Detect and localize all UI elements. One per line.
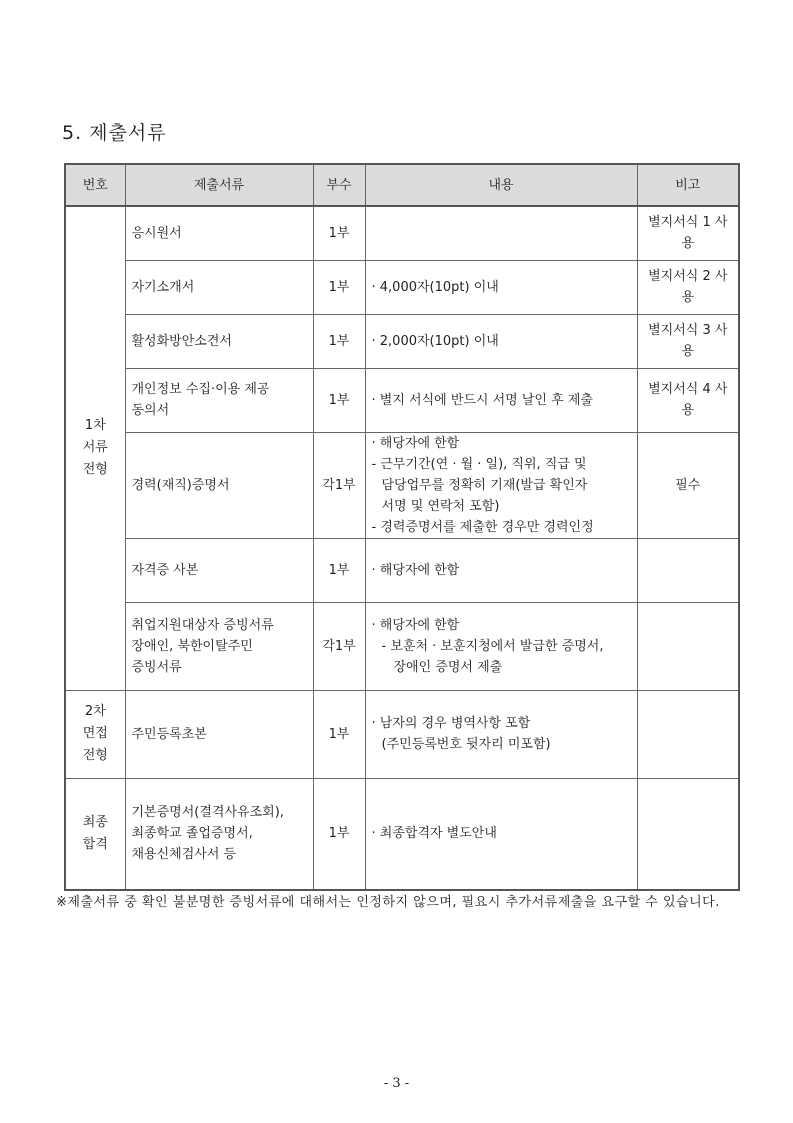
header-document: 제출서류 (125, 164, 313, 206)
stage3-label (65, 778, 125, 890)
stage-label-line: 서류 (82, 440, 108, 456)
table-row (65, 602, 739, 690)
document-name (125, 602, 313, 690)
copies-value: 1부 (313, 778, 365, 890)
stage2-label (65, 690, 125, 778)
content-line: 서명 및 연락처 포함) (381, 498, 500, 514)
document-name: 자격증 사본 (125, 538, 313, 602)
document-name: 주민등록초본 (125, 690, 313, 778)
header-row (65, 164, 739, 206)
table-row (65, 690, 739, 778)
copies-value: 1부 (313, 538, 365, 602)
content-line: · 해당자에 한함 (371, 435, 460, 451)
stage-label-line: 2차 (84, 704, 106, 719)
remark-value: 별지서식 3 사용 (637, 314, 739, 368)
header-remark: 비고 (637, 164, 739, 206)
table-row (65, 206, 739, 260)
remark-value (637, 538, 739, 602)
stage1-label (65, 206, 125, 690)
content-cell: · 해당자에 한함 (365, 538, 637, 602)
document-name-line: 동의서 (131, 403, 170, 418)
content-cell: · 별지 서식에 반드시 서명 날인 후 제출 (365, 368, 637, 432)
copies-value: 1부 (313, 314, 365, 368)
content-line: - 근무기간(연 · 월 · 일), 직위, 직급 및 (371, 456, 587, 472)
content-cell: · 4,000자(10pt) 이내 (365, 260, 637, 314)
footnote: ※제출서류 중 확인 불분명한 증빙서류에 대해서는 인정하지 않으며, 필요시 추가서류제출을 요구할 수 있습니다. (56, 895, 720, 910)
table-row (65, 432, 739, 538)
content-cell (365, 432, 637, 538)
content-cell (365, 206, 637, 260)
document-name-line: 채용신체검사서 등 (131, 847, 237, 863)
document-name-line: 증빙서류 (131, 659, 182, 675)
content-line: 담당업무를 정확히 기재(발급 확인자 (381, 477, 588, 493)
content-line: · 남자의 경우 병역사항 포함 (371, 716, 531, 731)
remark-value (637, 602, 739, 690)
copies-value: 1부 (313, 260, 365, 314)
document-name: 자기소개서 (125, 260, 313, 314)
document-name: 경력(재직)증명서 (125, 432, 313, 538)
document-name-line: 취업지원대상자 증빙서류 (131, 617, 274, 633)
document-name: 활성화방안소견서 (125, 314, 313, 368)
remark-value: 별지서식 4 사용 (637, 368, 739, 432)
document-name-line: 기본증명서(결격사유조회), (131, 805, 284, 821)
documents-table (64, 163, 740, 891)
copies-value: 각1부 (313, 432, 365, 538)
document-name: 응시원서 (125, 206, 313, 260)
document-name (125, 368, 313, 432)
document-name-line: 개인정보 수집·이용 제공 (131, 382, 270, 397)
document-name (125, 778, 313, 890)
content-cell (365, 690, 637, 778)
copies-value: 1부 (313, 368, 365, 432)
stage-label-line: 최종 (82, 814, 108, 830)
stage-label-line: 합격 (82, 836, 108, 852)
content-line: - 경력증명서를 제출한 경우만 경력인정 (371, 519, 594, 535)
section-title: 5. 제출서류 (62, 122, 167, 144)
content-line: · 해당자에 한함 (371, 617, 460, 633)
stage-label-line: 전형 (82, 748, 108, 763)
remark-value: 필수 (637, 432, 739, 538)
remark-value (637, 690, 739, 778)
content-line: - 보훈처 · 보훈지청에서 발급한 증명서, (381, 638, 604, 654)
copies-value: 1부 (313, 690, 365, 778)
content-line: (주민등록번호 뒷자리 미포함) (381, 737, 551, 752)
stage-label-line: 전형 (82, 462, 108, 478)
stage-label-line: 1차 (84, 418, 106, 434)
copies-value: 1부 (313, 206, 365, 260)
table-row (65, 368, 739, 432)
header-copies: 부수 (313, 164, 365, 206)
remark-value: 별지서식 1 사용 (637, 206, 739, 260)
remark-value: 별지서식 2 사용 (637, 260, 739, 314)
content-cell: · 2,000자(10pt) 이내 (365, 314, 637, 368)
content-cell: · 최종합격자 별도안내 (365, 778, 637, 890)
header-number: 번호 (65, 164, 125, 206)
content-cell (365, 602, 637, 690)
copies-value: 각1부 (313, 602, 365, 690)
remark-value (637, 778, 739, 890)
table-row (65, 778, 739, 890)
document-name-line: 최종학교 졸업증명서, (131, 826, 253, 842)
stage-label-line: 면접 (82, 726, 108, 741)
page-number: - 3 - (383, 1076, 410, 1091)
table-row (65, 260, 739, 314)
table-row (65, 538, 739, 602)
table-row (65, 314, 739, 368)
content-line: 장애인 증명서 제출 (393, 659, 503, 675)
document-name-line: 장애인, 북한이탈주민 (131, 638, 253, 654)
header-content: 내용 (365, 164, 637, 206)
